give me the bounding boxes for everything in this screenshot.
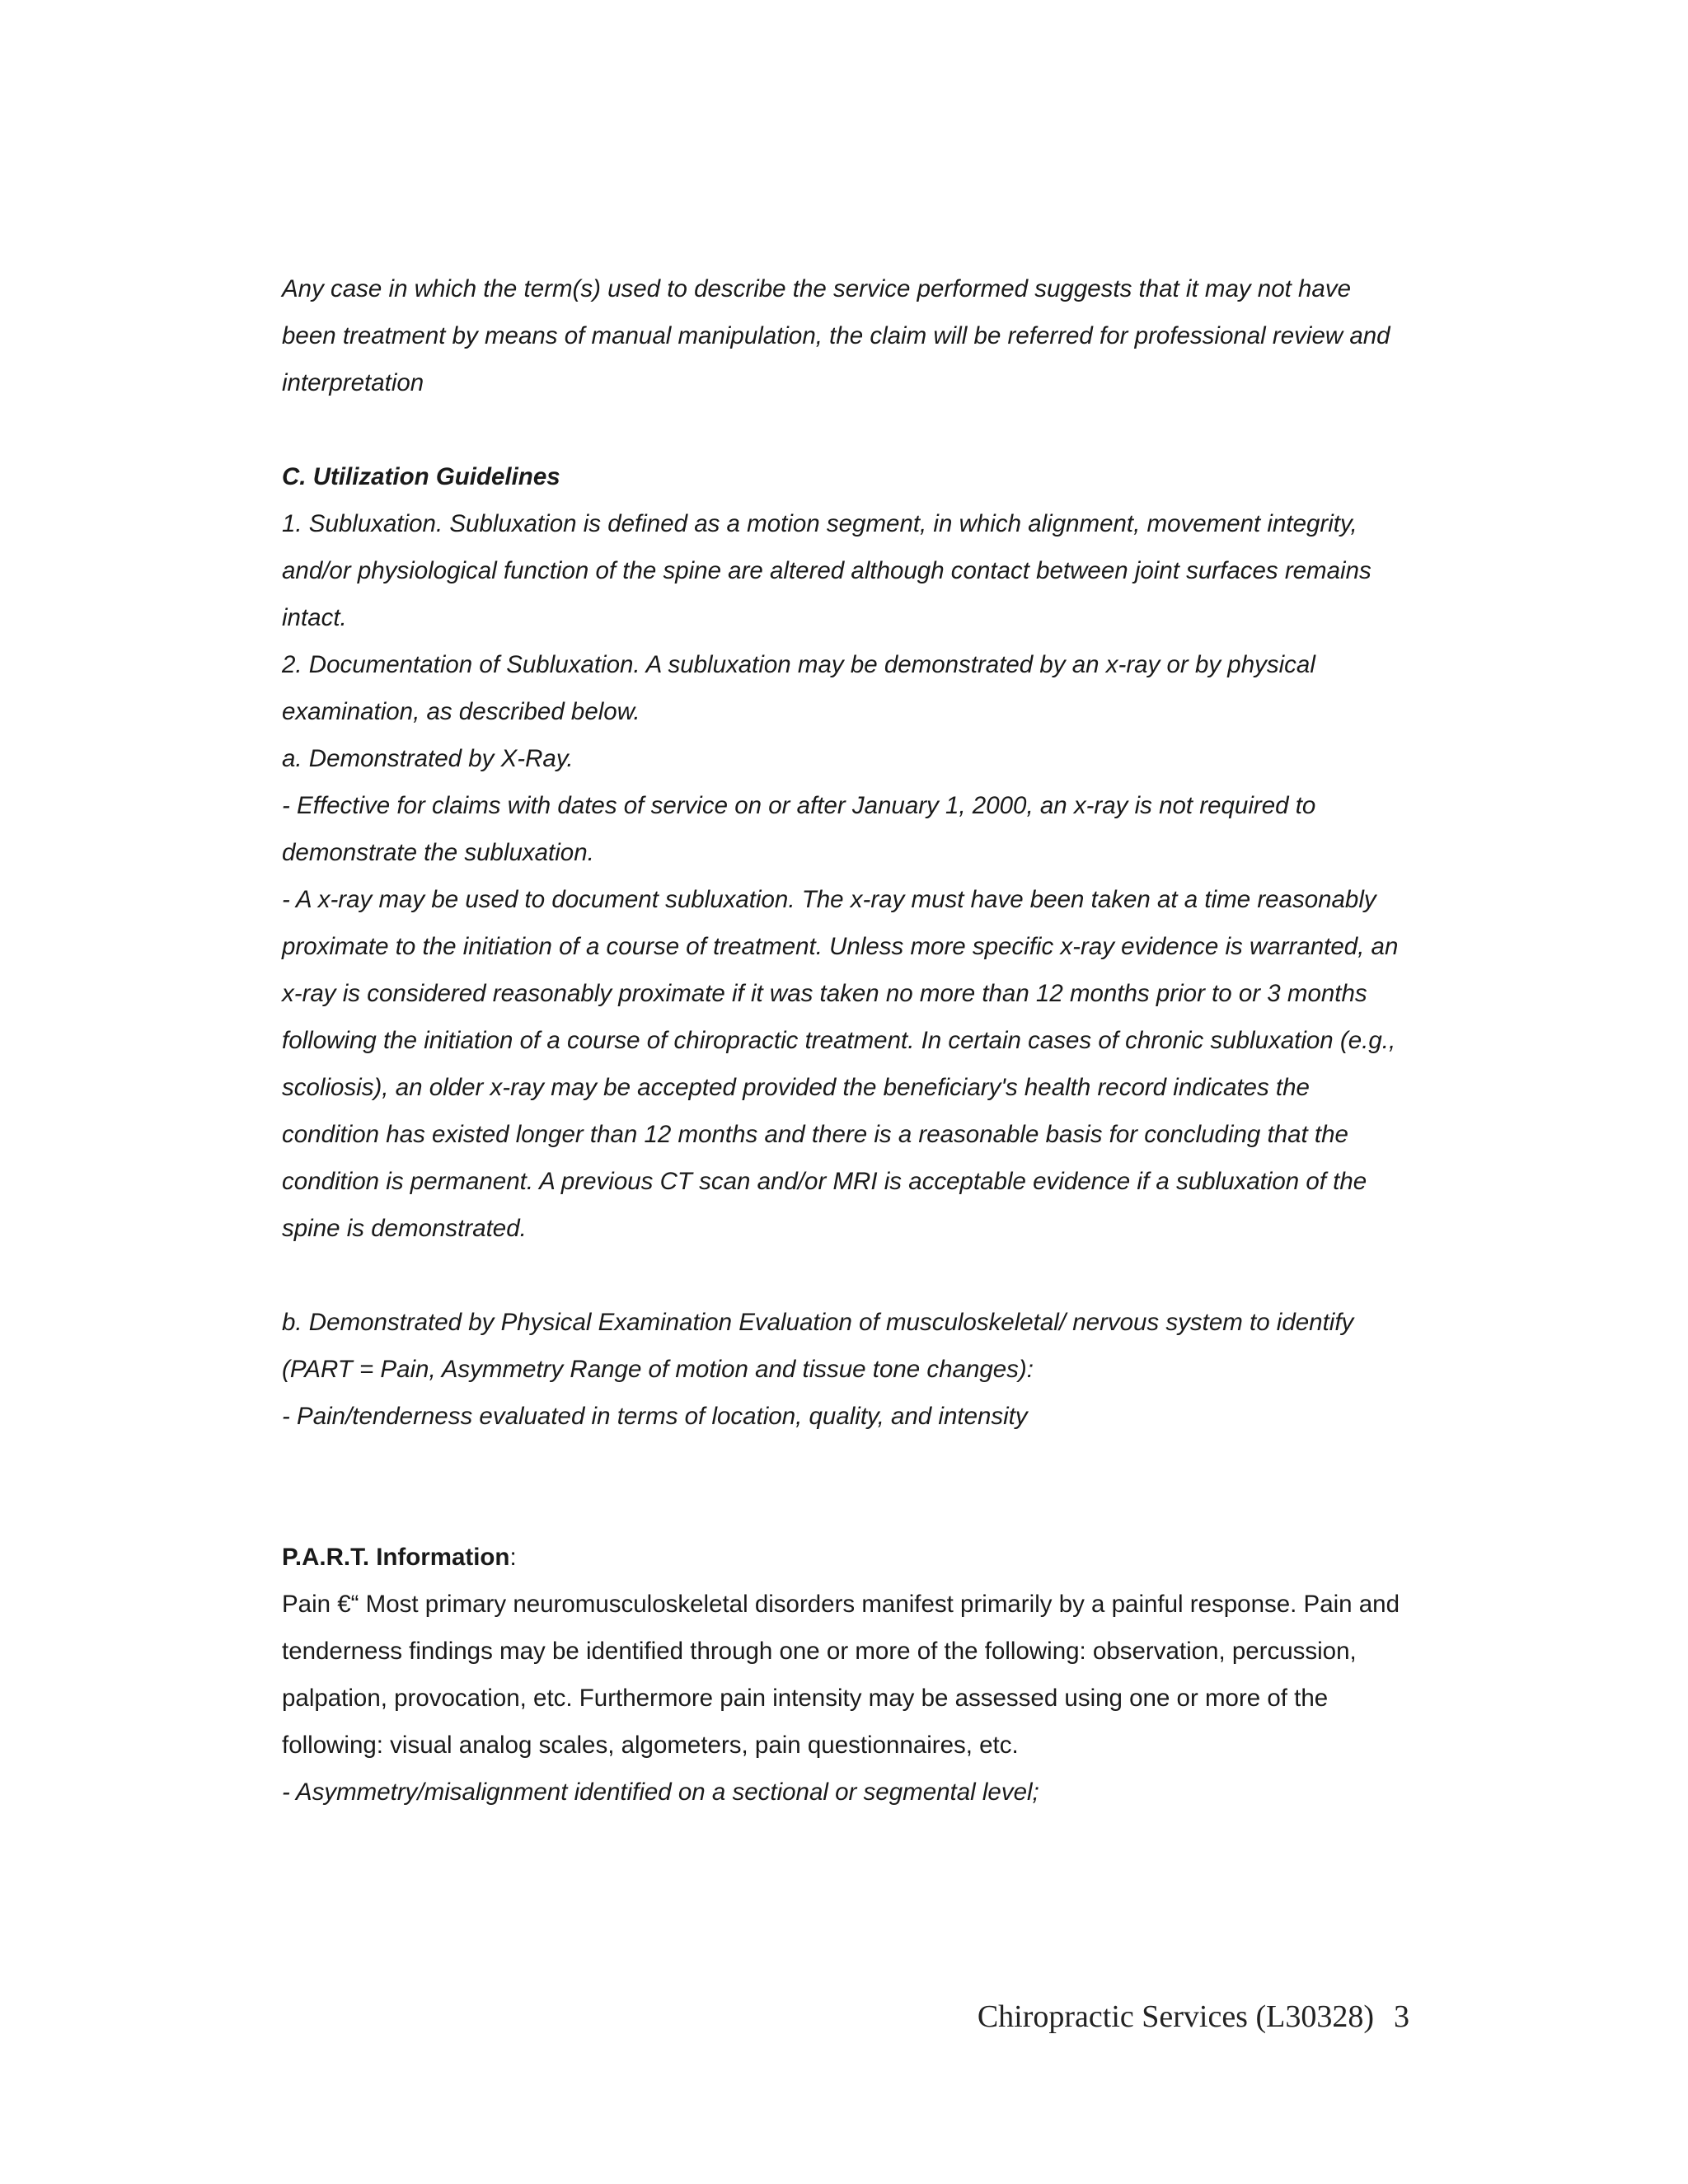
page-footer — [960, 1996, 1409, 2037]
footer-document-title: Chiropractic Services (L30328) — [977, 1999, 1374, 2034]
subluxation-definition: 1. Subluxation. Subluxation is defined as a motion segment, in which alignment, movement integrity, and/or physiological function of the spine are altered although contact between joint surfaces remains intact. — [282, 510, 1372, 631]
part-info-heading-row — [282, 1534, 1411, 1581]
pain-paragraph: Pain €“ Most primary neuromusculoskeletal disorders manifest primarily by a painful response. Pain and tenderness findings may be identified through one or more of the following: observation, percussion, palpation, provocation, etc. Furthermore pain intensity may be assessed using one or more of the following: visual analog scales, algometers, pain questionnaires, etc. — [282, 1591, 1400, 1759]
part-info-heading: P.A.R.T. Information — [282, 1544, 510, 1571]
intro-paragraph: Any case in which the term(s) used to describe the service performed suggests that it may not have been treatment by means of manual manipulation, the claim will be referred for professional review and interpretation — [282, 275, 1390, 396]
section-c-heading: C. Utilization Guidelines — [282, 463, 560, 490]
part-info-heading-colon: : — [509, 1544, 517, 1571]
subluxation-documentation: 2. Documentation of Subluxation. A subluxation may be demonstrated by an x-ray or by physical examination, as described below. — [282, 651, 1315, 725]
asymmetry-bullet: - Asymmetry/misalignment identified on a sectional or segmental level; — [282, 1779, 1039, 1806]
xray-bullet-documentation: - A x-ray may be used to document subluxation. The x-ray must have been taken at a time reasonably proximate to the initiation of a course of treatment. Unless more specific x-ray evidence is warranted, an x-ray is considered reasonably proximate if it was taken no more than 12 months prior to or 3 months following the initiation of a course of chiropractic treatment. In certain cases of chronic subluxation (e.g., scoliosis), an older x-ray may be accepted provided the beneficiary's health record indicates the condition has existed longer than 12 months and there is a reasonable basis for concluding that the condition is permanent. A previous CT scan and/or MRI is acceptable evidence if a subluxation of the spine is demonstrated. — [282, 886, 1399, 1242]
page-content — [282, 265, 1411, 1816]
spacer — [282, 1252, 1411, 1299]
xray-bullet-effective-date: - Effective for claims with dates of service on or after January 1, 2000, an x-ray is not required to demonstrate the subluxation. — [282, 792, 1316, 866]
physical-exam-subheading: b. Demonstrated by Physical Examination Evaluation of musculoskeletal/ nervous system to identify (PART = Pain, Asymmetry Range of motion and tissue tone changes): — [282, 1309, 1354, 1383]
pain-tenderness-bullet: - Pain/tenderness evaluated in terms of location, quality, and intensity — [282, 1403, 1028, 1430]
spacer — [282, 406, 1411, 453]
xray-subheading: a. Demonstrated by X-Ray. — [282, 745, 574, 772]
footer-page-number: 3 — [1394, 1999, 1409, 2034]
spacer — [282, 1440, 1411, 1534]
